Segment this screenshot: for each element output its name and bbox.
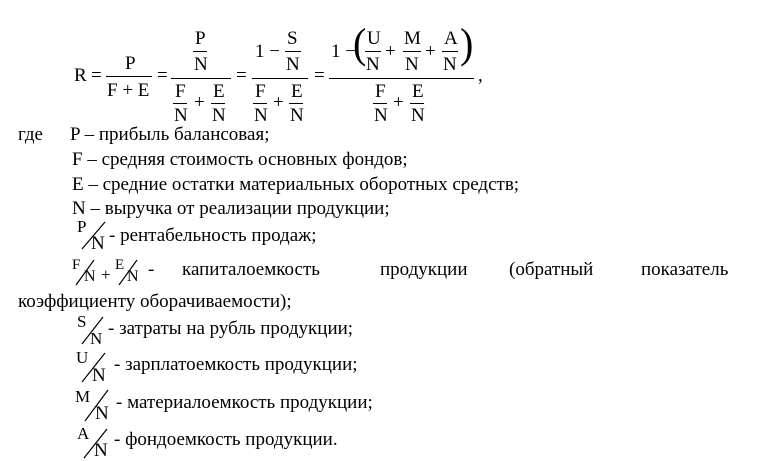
f2-den-b-den: N (212, 105, 226, 126)
ratio-fe-continuation: коэффициенту оборачиваемости); (18, 291, 292, 312)
f3-den-a-den: N (254, 105, 268, 126)
f4-m-bar (403, 51, 421, 52)
f2-num-num: P (195, 28, 206, 49)
ratio-pn-den: N (91, 233, 105, 254)
ratio-sn-text: - затраты на рубль продукции; (108, 318, 354, 339)
f3-den-a-bar (253, 103, 267, 104)
ratio-mn-num: M (75, 387, 91, 406)
f2-den-a-den: N (174, 105, 188, 126)
f4-a-bar (442, 51, 458, 52)
formula-eq-4: = (314, 65, 325, 86)
ratio-an-den: N (94, 440, 108, 461)
f1-denominator: F + E (107, 80, 150, 101)
f2-den-a-num: F (175, 81, 186, 102)
ratio-pn-num: P (77, 217, 87, 236)
f3-den-b-den: N (290, 105, 304, 126)
f2-num-den: N (194, 54, 208, 75)
ratio-mn-text: - материалоемкость продукции; (116, 392, 373, 413)
formula-eq-3: = (236, 65, 247, 86)
f3-num-den: N (286, 54, 300, 75)
ratio-sn-den: N (90, 329, 103, 348)
ratio-fe-word-4: показатель (641, 259, 729, 280)
f2-num-bar (193, 51, 207, 52)
ratio-fe-f-num: F (72, 257, 81, 273)
f4-a-den: N (443, 54, 457, 75)
f4-plus-1: + (385, 41, 396, 62)
ratio-pn-text: - рентабельность продаж; (109, 225, 317, 246)
ratio-an-text: - фондоемкость продукции. (114, 429, 338, 450)
f2-den-b-bar (211, 103, 225, 104)
f1-numerator: P (125, 53, 136, 74)
f4-m-den: N (405, 54, 419, 75)
f4-u-num: U (367, 28, 381, 49)
f3-den-b-num: E (291, 81, 303, 102)
formula-comma: , (478, 65, 483, 86)
f4-den-a-bar (373, 103, 387, 104)
ratio-un-den: N (92, 365, 106, 386)
f4-a-num: A (444, 28, 458, 49)
ratio-un-num: U (76, 348, 89, 367)
f4-den-b-num: E (412, 81, 424, 102)
f4-den-b-bar (410, 103, 424, 104)
f3-num-num: S (287, 28, 298, 49)
formula-eq-1: = (91, 65, 102, 86)
f4-right-paren: ) (460, 19, 474, 68)
ratio-mn-den: N (95, 403, 109, 424)
f3-den-b-bar (289, 103, 303, 104)
f4-den-a-num: F (375, 81, 386, 102)
f2-den-a-bar (173, 103, 187, 104)
f2-main-bar (171, 78, 231, 79)
definition-f: F – средняя стоимость основных фондов; (72, 149, 408, 170)
f4-u-bar (365, 51, 381, 52)
definition-e: E – средние остатки материальных оборотных средств; (72, 174, 520, 195)
ratio-fe-word-1: капиталоемкость (182, 259, 320, 280)
definition-n: N – выручка от реализации продукции; (72, 198, 390, 219)
f4-main-bar (329, 78, 474, 79)
f3-main-bar (252, 78, 308, 79)
f3-num-pre: 1 − (255, 41, 280, 62)
ratio-an-num: A (77, 424, 90, 443)
ratio-fe-plus: + (101, 265, 111, 284)
f4-plus-2: + (425, 41, 436, 62)
f4-den-a-den: N (374, 105, 388, 126)
f4-num-pre: 1 − (331, 41, 356, 62)
f4-left-paren: ( (353, 19, 367, 68)
ratio-fe-word-3: (обратный (509, 259, 594, 280)
f3-num-bar (285, 51, 301, 52)
f4-den-b-den: N (411, 105, 425, 126)
ratio-un-text: - зарплатоемкость продукции; (114, 354, 358, 375)
where-label: где (18, 124, 43, 145)
f4-u-den: N (366, 54, 380, 75)
ratio-sn-num: S (77, 312, 87, 331)
f4-m-num: M (404, 28, 421, 49)
f1-bar (106, 76, 152, 77)
ratio-fe-f-den: N (84, 268, 96, 285)
f3-den-plus: + (273, 92, 284, 113)
f2-den-b-num: E (213, 81, 225, 102)
formula-eq-2: = (157, 65, 168, 86)
ratio-fe-e-den: N (127, 268, 139, 285)
ratio-fe-word-dash: - (148, 259, 155, 280)
ratio-fe-word-2: продукции (380, 259, 468, 280)
definition-p: P – прибыль балансовая; (70, 124, 270, 145)
ratio-fe-e-num: E (115, 257, 125, 273)
f4-den-plus: + (393, 92, 404, 113)
f3-den-a-num: F (255, 81, 266, 102)
f2-den-plus: + (194, 92, 205, 113)
formula-r: R (74, 65, 87, 86)
